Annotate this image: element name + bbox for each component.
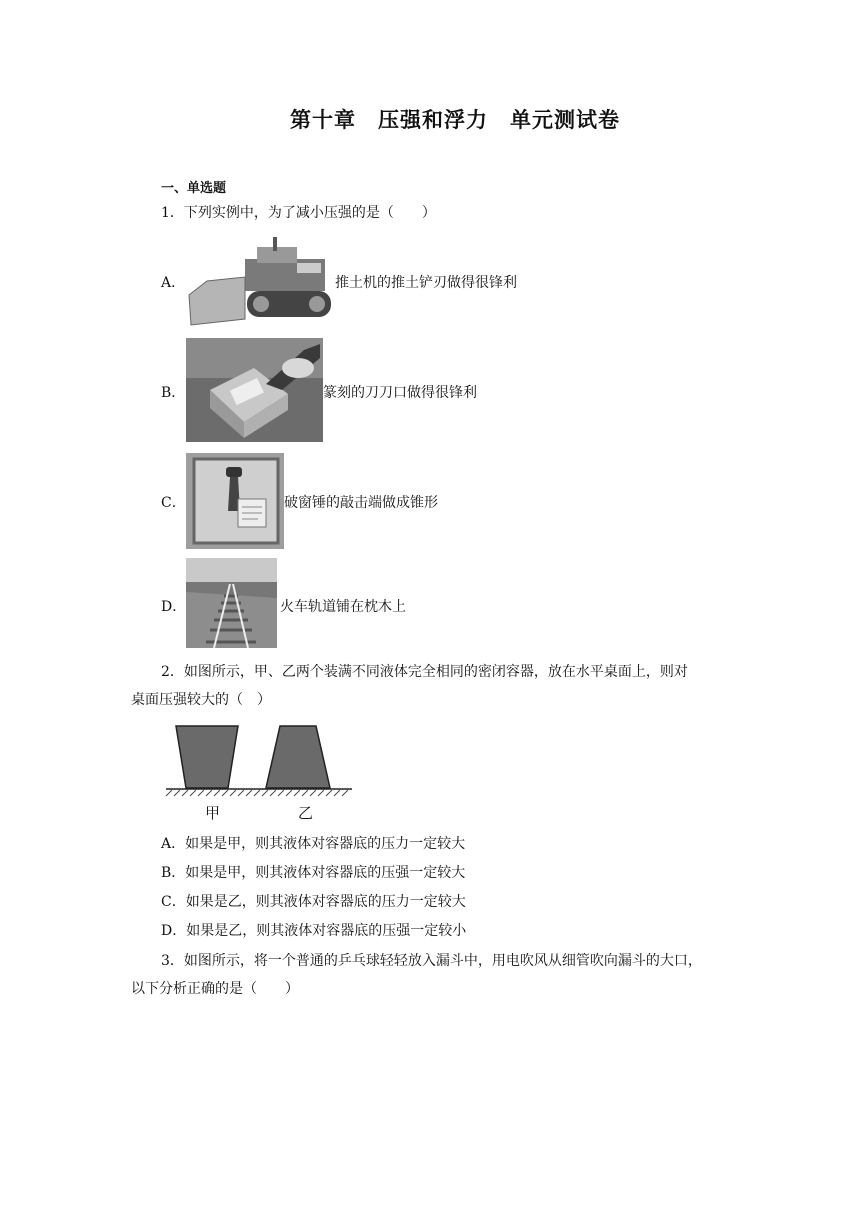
q2-stem-line2: 桌面压强较大的（ ） [131, 692, 271, 708]
q1-option-b-letter: B． [161, 385, 186, 401]
q1-option-d-text: 火车轨道铺在枕木上 [280, 599, 406, 615]
q2-option-d: D．如果是乙，则其液体对容器底的压强一定较小 [161, 923, 467, 939]
q1-option-d-letter: D． [161, 599, 187, 615]
q2-option-c: C．如果是乙，则其液体对容器底的压力一定较大 [161, 894, 466, 910]
q2-option-b: B．如果是甲，则其液体对容器底的压强一定较大 [161, 865, 466, 881]
title-topic: 压强和浮力 [378, 107, 488, 132]
bulldozer-photo [187, 233, 335, 327]
title-kind: 单元测试卷 [510, 107, 620, 132]
section-heading: 一、单选题 [161, 181, 227, 196]
q1-option-a-letter: A． [161, 275, 186, 291]
q1-option-b-text: 篆刻的刀刀口做得很锋利 [323, 385, 477, 401]
q1-stem: 1．下列实例中，为了减小压强的是（ ） [161, 205, 436, 221]
containers-figure [162, 722, 354, 820]
figure-label-yi: 乙 [298, 804, 314, 822]
q1-option-c-text: 破窗锤的敲击端做成锥形 [284, 495, 438, 511]
q3-stem-line2: 以下分析正确的是（ ） [131, 981, 299, 997]
q1-option-c-letter: C． [161, 495, 186, 511]
page-title [0, 104, 860, 134]
seal-carving-photo [186, 338, 323, 442]
q2-stem-line1: 2．如图所示，甲、乙两个装满不同液体完全相同的密闭容器，放在水平桌面上，则对 [161, 664, 688, 680]
railway-track-photo [186, 558, 277, 648]
figure-label-jia: 甲 [205, 804, 221, 822]
safety-hammer-photo [186, 453, 284, 549]
q2-option-a: A．如果是甲，则其液体对容器底的压力一定较大 [161, 836, 466, 852]
q3-stem-line1: 3．如图所示，将一个普通的乒乓球轻轻放入漏斗中，用电吹风从细管吹向漏斗的大口， [161, 953, 702, 969]
title-chapter: 第十章 [290, 107, 356, 132]
q1-option-a-text: 推土机的推土铲刃做得很锋利 [335, 275, 517, 291]
